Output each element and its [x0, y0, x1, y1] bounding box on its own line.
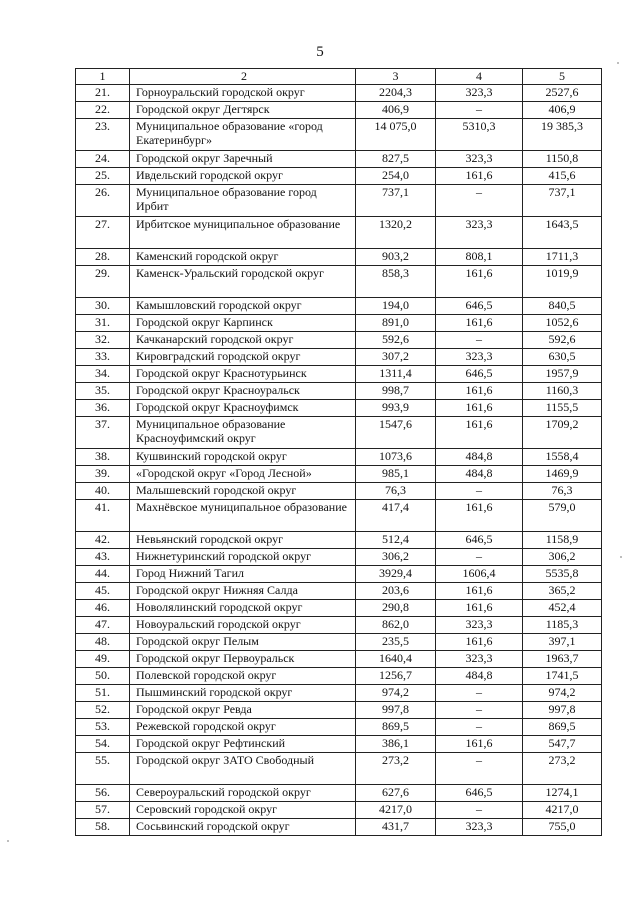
column-5-value: 1155,5 [523, 400, 602, 417]
municipality-name: Городской округ Карпинск [130, 315, 356, 332]
column-5-value: 273,2 [523, 753, 602, 785]
column-5-value: 415,6 [523, 168, 602, 185]
column-3-value: 1547,6 [356, 417, 436, 449]
row-number: 47. [76, 617, 130, 634]
row-number: 41. [76, 500, 130, 532]
municipality-name: «Городской округ «Город Лесной» [130, 466, 356, 483]
column-4-value: – [436, 685, 523, 702]
column-3-value: 235,5 [356, 634, 436, 651]
table-row [76, 634, 602, 651]
municipality-name: Город Нижний Тагил [130, 566, 356, 583]
row-number: 37. [76, 417, 130, 449]
column-5-value: 1052,6 [523, 315, 602, 332]
municipality-name: Качканарский городской округ [130, 332, 356, 349]
row-number: 57. [76, 802, 130, 819]
column-3-value: 737,1 [356, 185, 436, 217]
table-row [76, 668, 602, 685]
column-4-value: 161,6 [436, 168, 523, 185]
table-row [76, 102, 602, 119]
column-5-value: 365,2 [523, 583, 602, 600]
table-row [76, 651, 602, 668]
row-number: 30. [76, 298, 130, 315]
table-row [76, 400, 602, 417]
row-number: 21. [76, 85, 130, 102]
row-number: 22. [76, 102, 130, 119]
column-4-value: – [436, 719, 523, 736]
column-4-value: – [436, 702, 523, 719]
municipality-name: Кушвинский городской округ [130, 449, 356, 466]
column-3-value: 76,3 [356, 483, 436, 500]
table-header-row [76, 69, 602, 85]
table-row [76, 366, 602, 383]
column-3-value: 254,0 [356, 168, 436, 185]
table-body [76, 85, 602, 836]
scan-speck [617, 62, 619, 64]
column-4-value: – [436, 332, 523, 349]
column-3-value: 1073,6 [356, 449, 436, 466]
column-4-value: 323,3 [436, 819, 523, 836]
column-5-value: 19 385,3 [523, 119, 602, 151]
column-4-value: 161,6 [436, 583, 523, 600]
column-3-value: 985,1 [356, 466, 436, 483]
column-3-value: 406,9 [356, 102, 436, 119]
row-number: 31. [76, 315, 130, 332]
column-5-value: 755,0 [523, 819, 602, 836]
column-4-value: 646,5 [436, 785, 523, 802]
column-5-value: 1643,5 [523, 217, 602, 249]
column-3-value: 1311,4 [356, 366, 436, 383]
column-5-value: 1741,5 [523, 668, 602, 685]
municipality-name: Горноуральский городской округ [130, 85, 356, 102]
table-row [76, 532, 602, 549]
municipality-name: Малышевский городской округ [130, 483, 356, 500]
column-3-value: 290,8 [356, 600, 436, 617]
municipality-name: Невьянский городской округ [130, 532, 356, 549]
column-3-value: 1640,4 [356, 651, 436, 668]
municipality-name: Махнёвское муниципальное образование [130, 500, 356, 532]
column-3-value: 869,5 [356, 719, 436, 736]
municipality-name: Североуральский городской округ [130, 785, 356, 802]
table-row [76, 332, 602, 349]
column-3-value: 3929,4 [356, 566, 436, 583]
table-row [76, 349, 602, 366]
column-3-value: 1320,2 [356, 217, 436, 249]
municipality-name: Кировградский городской округ [130, 349, 356, 366]
municipality-name: Серовский городской округ [130, 802, 356, 819]
column-5-value: 1469,9 [523, 466, 602, 483]
table-row [76, 466, 602, 483]
row-number: 23. [76, 119, 130, 151]
column-4-value: – [436, 549, 523, 566]
column-4-value: 5310,3 [436, 119, 523, 151]
municipality-name: Камышловский городской округ [130, 298, 356, 315]
table-row [76, 802, 602, 819]
column-header-4: 4 [436, 69, 523, 85]
column-4-value: 323,3 [436, 349, 523, 366]
row-number: 27. [76, 217, 130, 249]
column-5-value: 1160,3 [523, 383, 602, 400]
table-row [76, 685, 602, 702]
column-4-value: – [436, 802, 523, 819]
column-4-value: 646,5 [436, 532, 523, 549]
table-row [76, 85, 602, 102]
column-4-value: – [436, 483, 523, 500]
table-row [76, 549, 602, 566]
column-header-2: 2 [130, 69, 356, 85]
column-3-value: 203,6 [356, 583, 436, 600]
table-row [76, 583, 602, 600]
column-3-value: 386,1 [356, 736, 436, 753]
column-3-value: 4217,0 [356, 802, 436, 819]
column-4-value: 646,5 [436, 298, 523, 315]
column-5-value: 1019,9 [523, 266, 602, 298]
column-3-value: 417,4 [356, 500, 436, 532]
column-4-value: – [436, 753, 523, 785]
table-row [76, 383, 602, 400]
column-4-value: 484,8 [436, 466, 523, 483]
column-5-value: 997,8 [523, 702, 602, 719]
table-row [76, 168, 602, 185]
row-number: 28. [76, 249, 130, 266]
column-5-value: 76,3 [523, 483, 602, 500]
municipality-name: Городской округ Нижняя Салда [130, 583, 356, 600]
scan-speck [620, 556, 622, 558]
row-number: 55. [76, 753, 130, 785]
municipality-name: Городской округ Дегтярск [130, 102, 356, 119]
column-5-value: 406,9 [523, 102, 602, 119]
municipality-name: Полевской городской округ [130, 668, 356, 685]
column-3-value: 273,2 [356, 753, 436, 785]
column-4-value: 323,3 [436, 617, 523, 634]
municipality-name: Новоуральский городской округ [130, 617, 356, 634]
municipality-name: Городской округ Красноуральск [130, 383, 356, 400]
column-5-value: 592,6 [523, 332, 602, 349]
municipality-name: Муниципальное образование Красноуфимский округ [130, 417, 356, 449]
column-5-value: 1709,2 [523, 417, 602, 449]
municipality-name: Каменск-Уральский городской округ [130, 266, 356, 298]
row-number: 43. [76, 549, 130, 566]
column-5-value: 4217,0 [523, 802, 602, 819]
column-5-value: 2527,6 [523, 85, 602, 102]
municipality-name: Городской округ Краснотурьинск [130, 366, 356, 383]
column-5-value: 452,4 [523, 600, 602, 617]
table-row [76, 819, 602, 836]
column-4-value: 161,6 [436, 500, 523, 532]
column-4-value: 161,6 [436, 736, 523, 753]
row-number: 54. [76, 736, 130, 753]
municipality-name: Сосьвинский городской округ [130, 819, 356, 836]
row-number: 44. [76, 566, 130, 583]
row-number: 56. [76, 785, 130, 802]
table-row [76, 185, 602, 217]
column-5-value: 974,2 [523, 685, 602, 702]
row-number: 58. [76, 819, 130, 836]
row-number: 39. [76, 466, 130, 483]
column-5-value: 630,5 [523, 349, 602, 366]
column-4-value: 484,8 [436, 449, 523, 466]
row-number: 32. [76, 332, 130, 349]
column-4-value: 161,6 [436, 634, 523, 651]
column-4-value: 323,3 [436, 217, 523, 249]
row-number: 36. [76, 400, 130, 417]
municipality-name: Городской округ Пелым [130, 634, 356, 651]
column-3-value: 891,0 [356, 315, 436, 332]
row-number: 33. [76, 349, 130, 366]
municipality-name: Городской округ ЗАТО Свободный [130, 753, 356, 785]
table-row [76, 617, 602, 634]
column-3-value: 862,0 [356, 617, 436, 634]
column-4-value: 484,8 [436, 668, 523, 685]
municipality-name: Городской округ Заречный [130, 151, 356, 168]
column-3-value: 827,5 [356, 151, 436, 168]
column-5-value: 397,1 [523, 634, 602, 651]
column-4-value: 161,6 [436, 315, 523, 332]
column-4-value: 323,3 [436, 151, 523, 168]
column-5-value: 840,5 [523, 298, 602, 315]
column-3-value: 1256,7 [356, 668, 436, 685]
column-header-5: 5 [523, 69, 602, 85]
column-5-value: 737,1 [523, 185, 602, 217]
row-number: 48. [76, 634, 130, 651]
municipality-name: Городской округ Ревда [130, 702, 356, 719]
column-3-value: 194,0 [356, 298, 436, 315]
scan-speck [7, 840, 9, 842]
column-4-value: 808,1 [436, 249, 523, 266]
column-4-value: 161,6 [436, 600, 523, 617]
row-number: 38. [76, 449, 130, 466]
page-number: 5 [316, 44, 324, 60]
column-4-value: – [436, 102, 523, 119]
column-header-3: 3 [356, 69, 436, 85]
column-5-value: 1558,4 [523, 449, 602, 466]
column-4-value: – [436, 185, 523, 217]
table-row [76, 702, 602, 719]
municipality-name: Каменский городской округ [130, 249, 356, 266]
column-3-value: 993,9 [356, 400, 436, 417]
municipality-name: Нижнетуринский городской округ [130, 549, 356, 566]
column-5-value: 1711,3 [523, 249, 602, 266]
table-row [76, 719, 602, 736]
row-number: 52. [76, 702, 130, 719]
table-row [76, 266, 602, 298]
row-number: 49. [76, 651, 130, 668]
table-row [76, 417, 602, 449]
table-row [76, 736, 602, 753]
column-5-value: 579,0 [523, 500, 602, 532]
table-row [76, 449, 602, 466]
column-3-value: 903,2 [356, 249, 436, 266]
column-3-value: 2204,3 [356, 85, 436, 102]
table-row [76, 566, 602, 583]
column-4-value: 161,6 [436, 400, 523, 417]
municipality-name: Муниципальное образование «город Екатеринбург» [130, 119, 356, 151]
column-5-value: 1158,9 [523, 532, 602, 549]
column-4-value: 1606,4 [436, 566, 523, 583]
municipality-name: Режевской городской округ [130, 719, 356, 736]
row-number: 40. [76, 483, 130, 500]
municipality-name: Городской округ Красноуфимск [130, 400, 356, 417]
column-4-value: 161,6 [436, 266, 523, 298]
table-row [76, 249, 602, 266]
column-3-value: 974,2 [356, 685, 436, 702]
column-3-value: 307,2 [356, 349, 436, 366]
column-5-value: 869,5 [523, 719, 602, 736]
row-number: 26. [76, 185, 130, 217]
column-3-value: 592,6 [356, 332, 436, 349]
municipality-name: Ирбитское муниципальное образование [130, 217, 356, 249]
municipality-name: Муниципальное образование город Ирбит [130, 185, 356, 217]
column-3-value: 627,6 [356, 785, 436, 802]
column-3-value: 998,7 [356, 383, 436, 400]
table-row [76, 785, 602, 802]
row-number: 45. [76, 583, 130, 600]
table-row [76, 217, 602, 249]
municipality-name: Ивдельский городской округ [130, 168, 356, 185]
column-4-value: 323,3 [436, 651, 523, 668]
table-row [76, 500, 602, 532]
column-4-value: 646,5 [436, 366, 523, 383]
row-number: 35. [76, 383, 130, 400]
column-5-value: 1185,3 [523, 617, 602, 634]
row-number: 53. [76, 719, 130, 736]
column-4-value: 161,6 [436, 383, 523, 400]
table-row [76, 151, 602, 168]
column-4-value: 161,6 [436, 417, 523, 449]
column-5-value: 1963,7 [523, 651, 602, 668]
row-number: 42. [76, 532, 130, 549]
column-3-value: 512,4 [356, 532, 436, 549]
row-number: 25. [76, 168, 130, 185]
table-row [76, 298, 602, 315]
column-5-value: 306,2 [523, 549, 602, 566]
column-5-value: 1274,1 [523, 785, 602, 802]
column-5-value: 5535,8 [523, 566, 602, 583]
column-4-value: 323,3 [436, 85, 523, 102]
row-number: 50. [76, 668, 130, 685]
municipality-name: Пышминский городской округ [130, 685, 356, 702]
table-row [76, 483, 602, 500]
column-3-value: 431,7 [356, 819, 436, 836]
column-3-value: 997,8 [356, 702, 436, 719]
table-row [76, 119, 602, 151]
column-5-value: 547,7 [523, 736, 602, 753]
municipality-name: Городской округ Рефтинский [130, 736, 356, 753]
row-number: 29. [76, 266, 130, 298]
row-number: 34. [76, 366, 130, 383]
column-5-value: 1957,9 [523, 366, 602, 383]
row-number: 51. [76, 685, 130, 702]
column-3-value: 14 075,0 [356, 119, 436, 151]
column-5-value: 1150,8 [523, 151, 602, 168]
row-number: 46. [76, 600, 130, 617]
row-number: 24. [76, 151, 130, 168]
table-row [76, 600, 602, 617]
allocation-table [75, 68, 602, 836]
table-row [76, 753, 602, 785]
municipality-name: Городской округ Первоуральск [130, 651, 356, 668]
column-header-1: 1 [76, 69, 130, 85]
municipality-name: Новолялинский городской округ [130, 600, 356, 617]
column-3-value: 858,3 [356, 266, 436, 298]
table-row [76, 315, 602, 332]
column-3-value: 306,2 [356, 549, 436, 566]
